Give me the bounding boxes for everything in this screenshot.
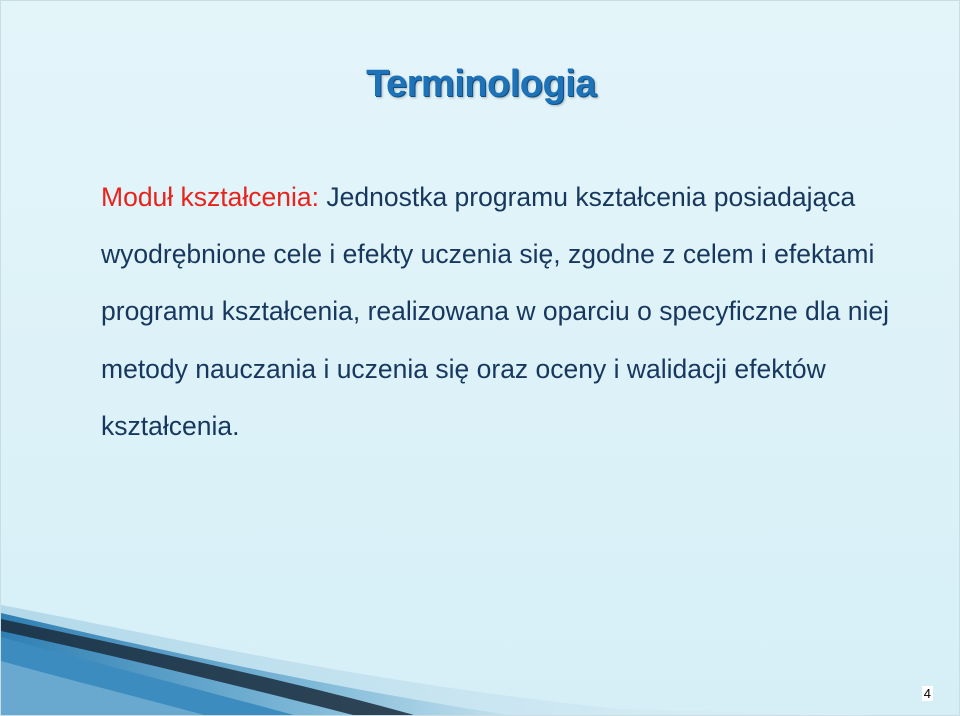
definition-paragraph bbox=[101, 169, 901, 455]
slide-title: Terminologia bbox=[366, 63, 596, 105]
term-label: Moduł kształcenia: bbox=[101, 182, 319, 212]
term-definition: Jednostka programu kształcenia posiadająca wyodrębnione cele i efekty uczenia się, zgodne z celem i efektami programu kształcenia, realizowana w oparciu o specyficzne dla niej metody nauczania i uczenia się oraz oceny i walidacji efektów kształcenia. bbox=[101, 182, 890, 441]
footer-wave-decoration bbox=[1, 591, 960, 716]
page-number: 4 bbox=[923, 686, 931, 701]
